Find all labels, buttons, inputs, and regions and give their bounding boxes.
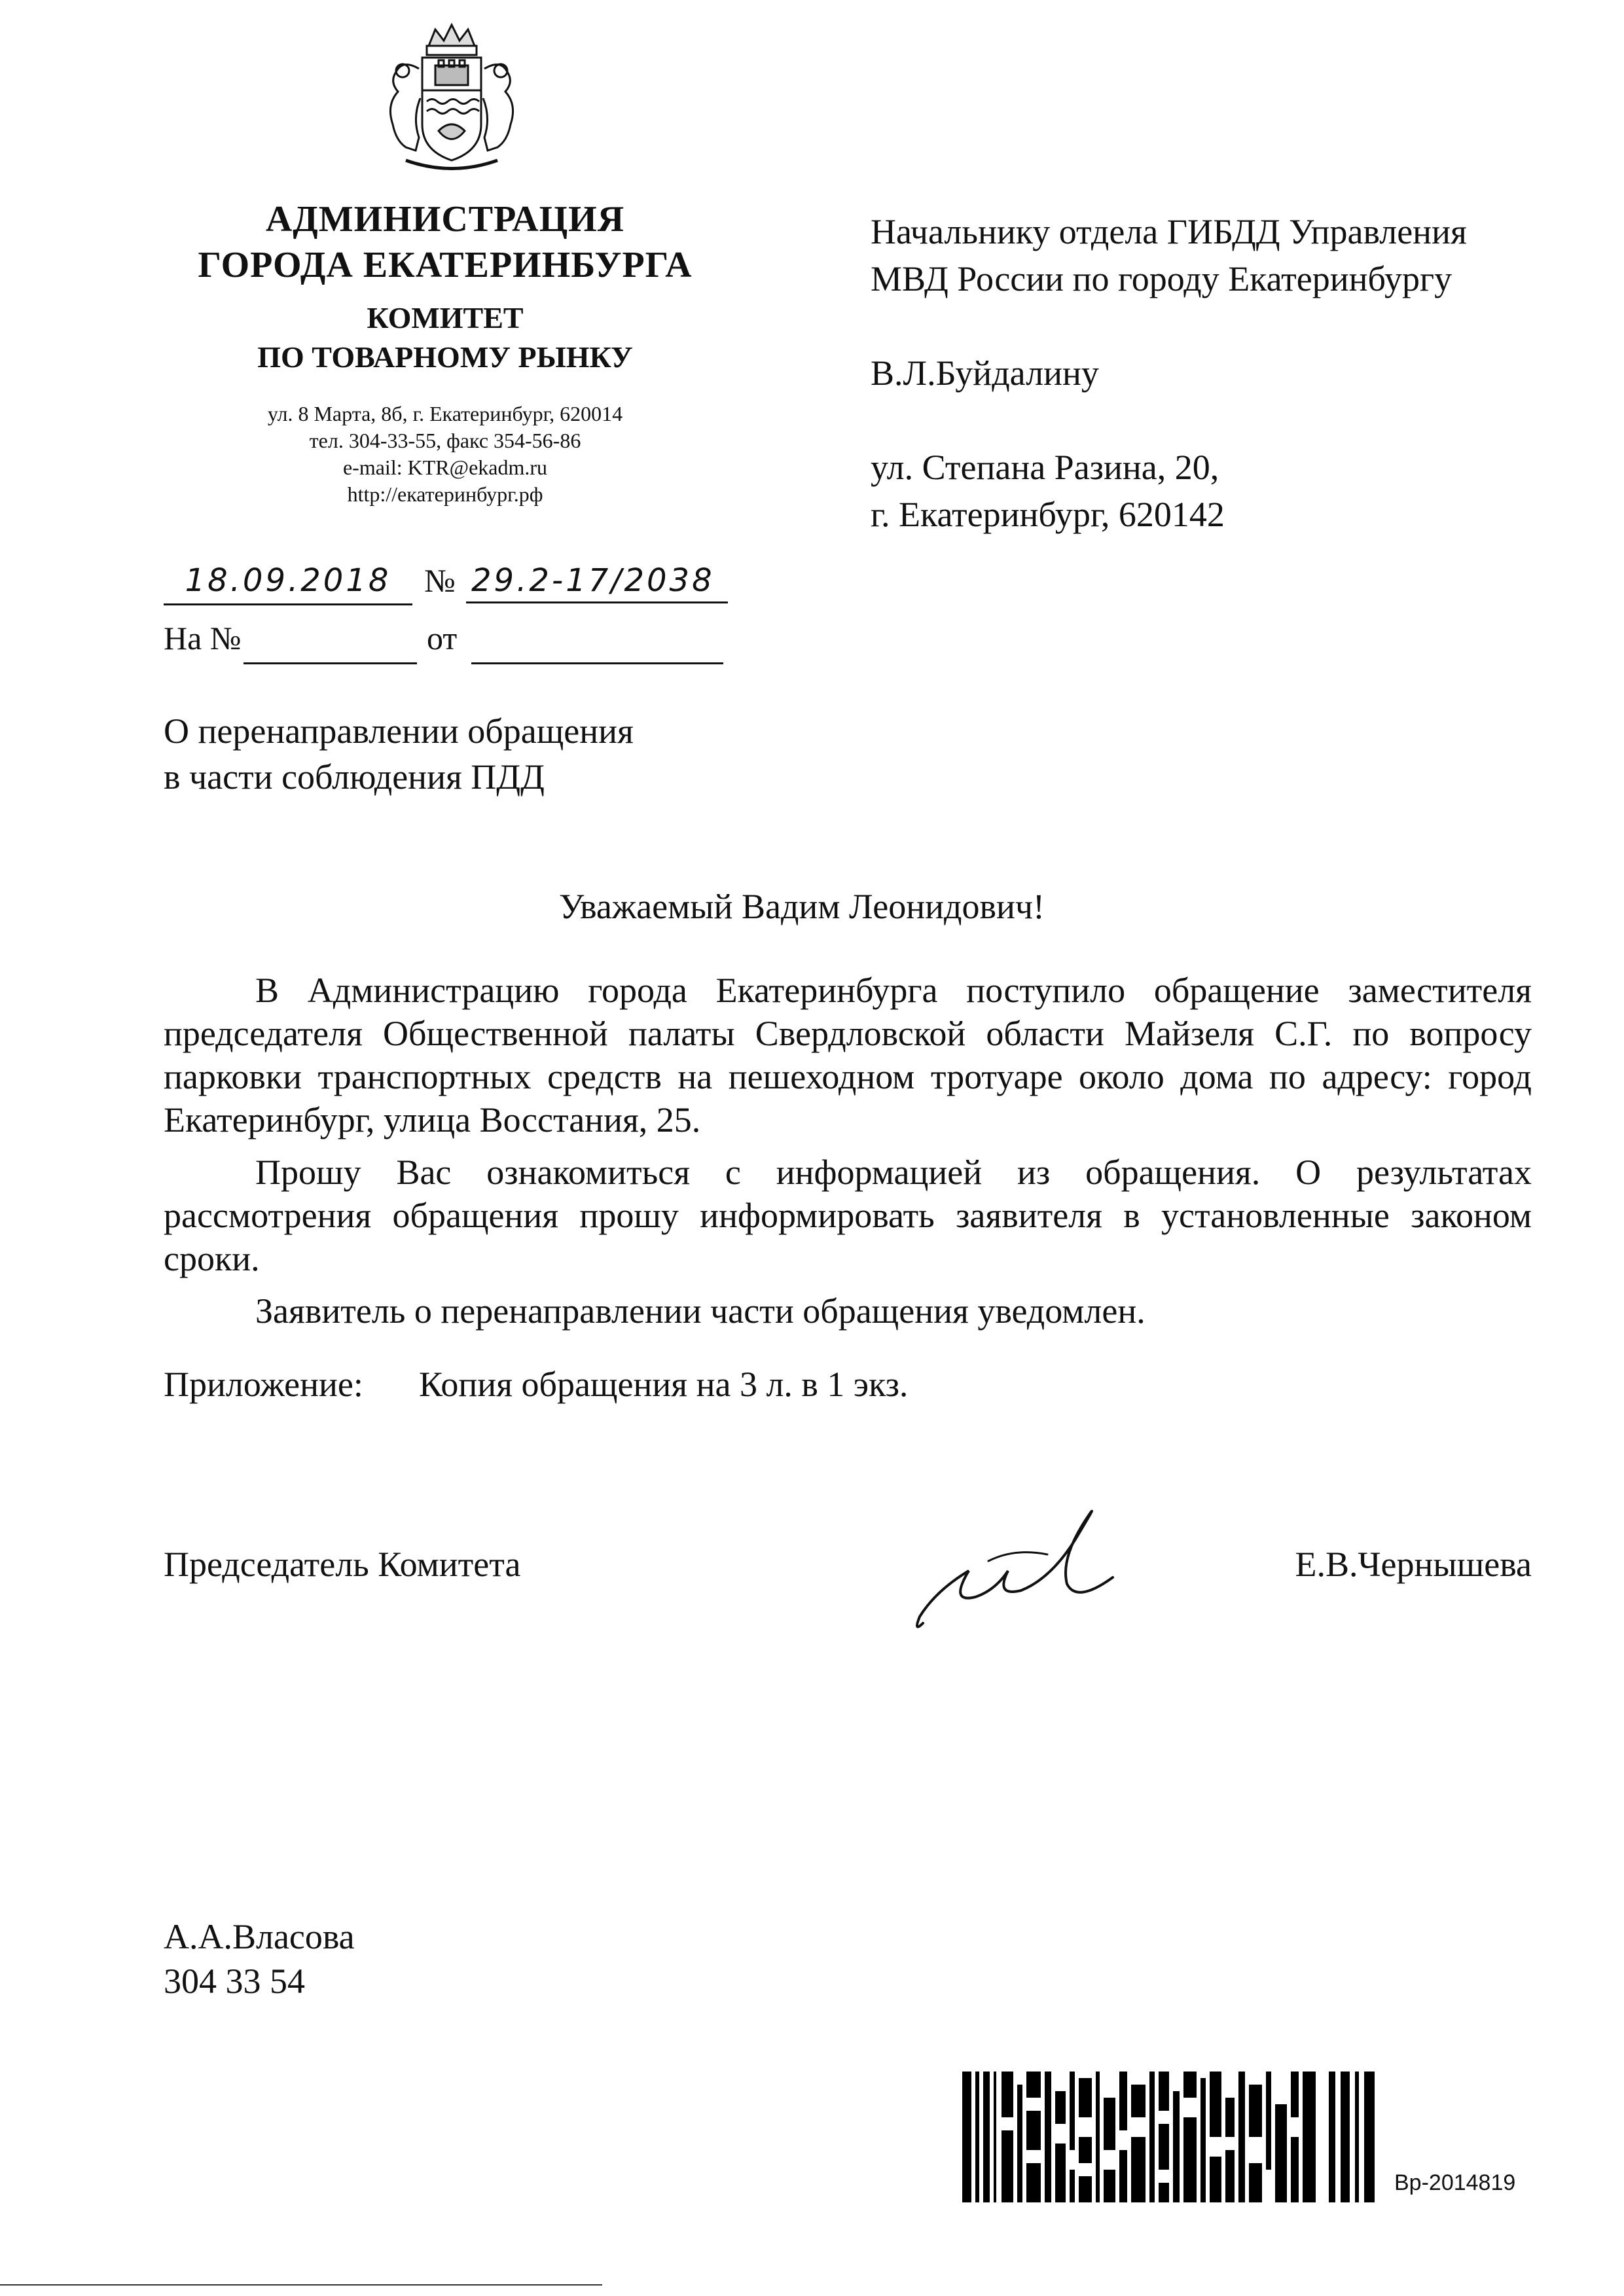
letter-body (164, 969, 1532, 1342)
reply-to-label: На № (164, 620, 242, 656)
executor-name: А.А.Власова (164, 1917, 355, 1956)
attachment-value: Копия обращения на 3 л. в 1 экз. (419, 1365, 909, 1404)
outgoing-number: 29.2-17/2038 (466, 558, 728, 603)
recipient-address-line1: ул. Степана Разина, 20, (871, 448, 1219, 487)
coat-of-arms-emblem (367, 20, 537, 183)
recipient-position-line1: Начальнику отдела ГИБДД Управления (871, 212, 1467, 251)
executor-block (164, 1914, 355, 2003)
recipient-name: В.Л.Буйдалину (871, 353, 1099, 393)
sender-address: ул. 8 Марта, 8б, г. Екатеринбург, 620014 (267, 402, 623, 425)
barcode-id: Вр-2014819 (1394, 2170, 1516, 2195)
outgoing-number-sign: № (424, 562, 456, 599)
document-barcode (962, 2072, 1388, 2202)
reply-from-date-line (471, 662, 723, 664)
attachment-label: Приложение: (164, 1365, 363, 1404)
footer-divider (0, 2284, 602, 2286)
recipient-block (871, 208, 1591, 538)
reply-to-number-line (244, 662, 417, 664)
salutation: Уважаемый Вадим Леонидович! (558, 887, 1045, 926)
signer-name: Е.В.Чернышева (1295, 1545, 1532, 1584)
letter-subject (164, 708, 753, 800)
sender-letterhead (131, 196, 759, 508)
committee-name-line1: КОМИТЕТ (367, 301, 524, 334)
sender-contacts (131, 401, 759, 508)
org-name-line1: АДМИНИСТРАЦИЯ (265, 199, 625, 240)
handwritten-signature (910, 1492, 1132, 1643)
body-paragraph-2: Прошу Вас ознакомиться с информацией из обращения. О результатах рассмотрения обращения прошу информировать заявителя в установленные законом сроки. (164, 1153, 1532, 1278)
reply-from-label: от (427, 620, 458, 656)
sender-email: e-mail: KTR@ekadm.ru (342, 456, 548, 479)
executor-phone: 304 33 54 (164, 1962, 305, 2001)
subject-line1: О перенаправлении обращения (164, 711, 634, 751)
recipient-position-line2: МВД России по городу Екатеринбургу (871, 259, 1453, 298)
sender-phone: тел. 304-33-55, факс 354-56-86 (309, 429, 581, 452)
attachment-line (164, 1361, 909, 1407)
body-paragraph-1: В Администрацию города Екатеринбурга поступило обращение заместителя председателя Общественной палаты Свердловской области Майзеля С.Г. по вопросу парковки транспортных средств на пешеходном тротуаре около дома по адресу: город Екатеринбург, улица Восстания, 25. (164, 971, 1532, 1139)
sender-website: http://екатеринбург.рф (347, 482, 543, 506)
signer-title: Председатель Комитета (164, 1545, 521, 1584)
recipient-address-line2: г. Екатеринбург, 620142 (871, 495, 1225, 534)
committee-name-line2: ПО ТОВАРНОМУ РЫНКУ (257, 340, 633, 374)
org-name-line2: ГОРОДА ЕКАТЕРИНБУРГА (198, 245, 693, 285)
subject-line2: в части соблюдения ПДД (164, 757, 545, 797)
body-paragraph-3: Заявитель о перенаправлении части обращения уведомлен. (255, 1291, 1146, 1331)
outgoing-date: 18.09.2018 (164, 558, 412, 605)
